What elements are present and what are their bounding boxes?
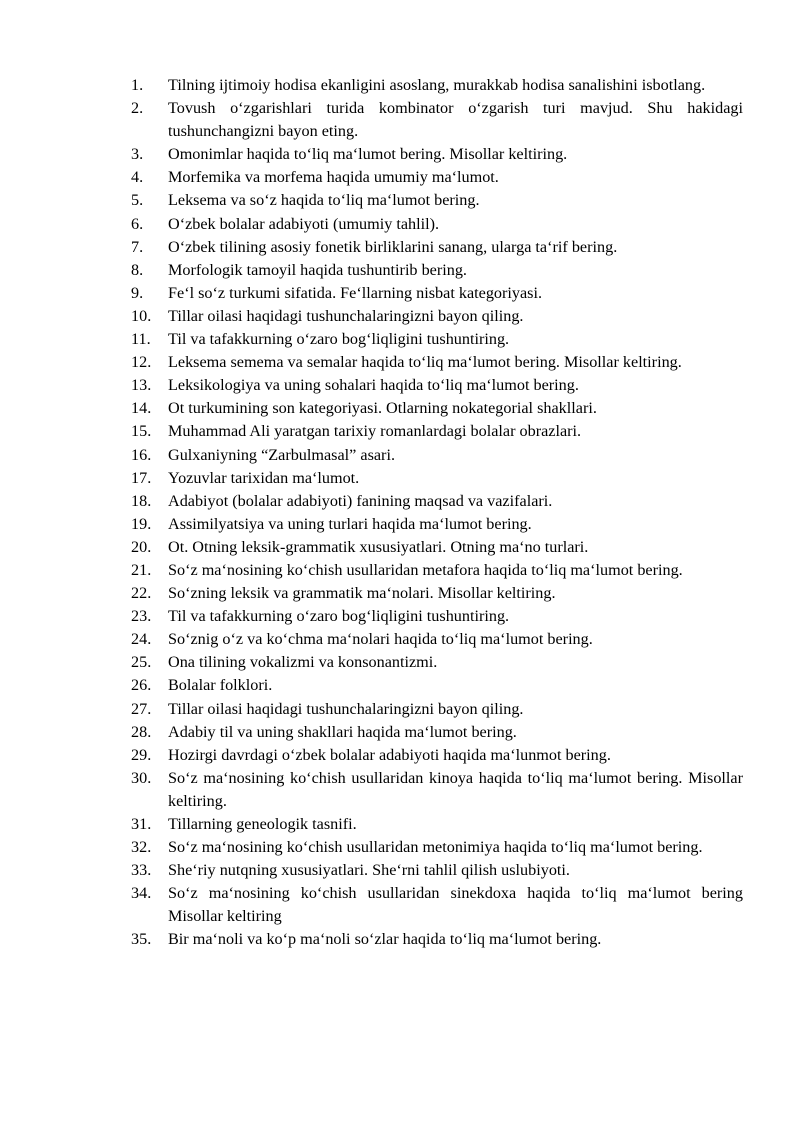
question-number: 3. — [131, 145, 144, 164]
question-text: Morfologik tamoyil haqida tushuntirib bering. — [168, 260, 467, 279]
question-number: 21. — [131, 560, 152, 579]
question-number: 34. — [131, 884, 152, 903]
question-number: 8. — [131, 260, 144, 279]
question-item — [131, 420, 743, 443]
question-number: 7. — [131, 237, 144, 256]
question-text: Morfemika va morfema haqida umumiy ma‘lumot. — [168, 168, 499, 187]
question-item — [131, 513, 743, 536]
question-number: 24. — [131, 630, 152, 649]
question-item — [131, 397, 743, 420]
question-number: 23. — [131, 607, 152, 626]
question-item — [131, 698, 743, 721]
question-number: 10. — [131, 306, 152, 325]
question-number: 13. — [131, 376, 152, 395]
question-number: 19. — [131, 514, 152, 533]
question-item — [131, 444, 743, 467]
question-text: Tilning ijtimoiy hodisa ekanligini asoslang, murakkab hodisa sanalishini isbotlang. — [168, 76, 706, 94]
question-number: 18. — [131, 491, 152, 510]
question-text: Hozirgi davrdagi o‘zbek bolalar adabiyoti haqida ma‘lunmot bering. — [168, 745, 611, 764]
question-number: 35. — [131, 930, 152, 949]
question-text: Ot. Otning leksik-grammatik xususiyatlari. Otning ma‘no turlari. — [168, 537, 589, 556]
question-item — [131, 928, 743, 951]
question-text: So‘znig o‘z va ko‘chma ma‘nolari haqida to‘liq ma‘lumot bering. — [168, 630, 593, 649]
question-number: 25. — [131, 653, 152, 672]
question-text: So‘z ma‘nosining ko‘chish usullaridan metonimiya haqida to‘liq ma‘lumot bering. — [168, 838, 703, 857]
question-item — [131, 166, 743, 189]
question-item — [131, 282, 743, 305]
question-item — [131, 674, 743, 697]
question-number: 2. — [131, 99, 144, 118]
question-text: Leksikologiya va uning sohalari haqida to‘liq ma‘lumot bering. — [168, 376, 579, 395]
question-item — [131, 628, 743, 651]
question-item — [131, 189, 743, 212]
question-item — [131, 97, 743, 143]
question-text: O‘zbek tilining asosiy fonetik birliklarini sanang, ularga ta‘rif bering. — [168, 237, 618, 256]
question-item — [131, 836, 743, 859]
question-number: 26. — [131, 676, 152, 695]
question-number: 14. — [131, 399, 152, 418]
question-item — [131, 651, 743, 674]
question-item — [131, 259, 743, 282]
question-number: 4. — [131, 168, 144, 187]
question-item — [131, 536, 743, 559]
question-number: 28. — [131, 722, 152, 741]
question-text: She‘riy nutqning xususiyatlari. She‘rni tahlil qilish uslubiyoti. — [168, 861, 570, 880]
question-text: Leksema semema va semalar haqida to‘liq ma‘lumot bering. Misollar keltiring. — [168, 353, 682, 372]
question-text: Ona tilining vokalizmi va konsonantizmi. — [168, 653, 438, 672]
question-number: 30. — [131, 768, 152, 787]
question-text: Tillar oilasi haqidagi tushunchalaringizni bayon qiling. — [168, 699, 524, 718]
question-text: Til va tafakkurning o‘zaro bog‘liqligini tushuntiring. — [168, 330, 510, 349]
question-text: So‘zning leksik va grammatik ma‘nolari. Misollar keltiring. — [168, 584, 556, 603]
question-number: 15. — [131, 422, 152, 441]
question-item — [131, 305, 743, 328]
question-item — [131, 328, 743, 351]
question-text: Omonimlar haqida to‘liq ma‘lumot bering. Misollar keltiring. — [168, 145, 568, 164]
question-number: 31. — [131, 815, 152, 833]
question-item — [131, 236, 743, 259]
question-item — [131, 213, 743, 236]
question-item — [131, 605, 743, 628]
question-number: 29. — [131, 745, 152, 764]
question-number: 5. — [131, 191, 144, 210]
question-text: Adabiy til va uning shakllari haqida ma‘lumot bering. — [168, 722, 517, 741]
question-list — [131, 74, 743, 952]
question-item — [131, 582, 743, 605]
question-item — [131, 490, 743, 513]
question-text: O‘zbek bolalar adabiyoti (umumiy tahlil). — [168, 214, 440, 233]
question-item — [131, 374, 743, 397]
question-number: 9. — [131, 283, 144, 302]
question-number: 6. — [131, 214, 144, 233]
question-item — [131, 767, 743, 813]
question-number: 12. — [131, 353, 152, 372]
question-text: Tillar oilasi haqidagi tushunchalaringizni bayon qiling. — [168, 306, 524, 325]
question-text: Assimilyatsiya va uning turlari haqida ma‘lumot bering. — [168, 514, 532, 533]
question-text: So‘z ma‘nosining ko‘chish usullaridan sinekdoxa haqida to‘liq ma‘lumot bering Misollar keltiring — [168, 884, 743, 926]
question-item — [131, 74, 743, 97]
question-number: 27. — [131, 699, 152, 718]
question-text: Yozuvlar tarixidan ma‘lumot. — [168, 468, 360, 487]
question-number: 16. — [131, 445, 152, 464]
question-text: Bir ma‘noli va ko‘p ma‘noli so‘zlar haqida to‘liq ma‘lumot bering. — [168, 930, 602, 949]
question-item — [131, 882, 743, 928]
question-item — [131, 744, 743, 767]
question-number: 32. — [131, 838, 152, 857]
question-text: So‘z ma‘nosining ko‘chish usullaridan kinoya haqida to‘liq ma‘lumot bering. Misollar keltiring. — [168, 768, 743, 810]
question-text: So‘z ma‘nosining ko‘chish usullaridan metafora haqida to‘liq ma‘lumot bering. — [168, 560, 683, 579]
question-text: Adabiyot (bolalar adabiyoti) fanining maqsad va vazifalari. — [168, 491, 553, 510]
question-number: 33. — [131, 861, 152, 880]
question-text: Ot turkumining son kategoriyasi. Otlarning nokategorial shakllari. — [168, 399, 597, 418]
question-item — [131, 351, 743, 374]
question-text: Leksema va so‘z haqida to‘liq ma‘lumot bering. — [168, 191, 480, 210]
question-text: Muhammad Ali yaratgan tarixiy romanlardagi bolalar obrazlari. — [168, 422, 582, 441]
question-number: 22. — [131, 584, 152, 603]
question-text: Gulxaniyning “Zarbulmasal” asari. — [168, 445, 395, 464]
question-item — [131, 467, 743, 490]
question-number: 1. — [131, 76, 144, 94]
question-text: Fe‘l so‘z turkumi sifatida. Fe‘llarning nisbat kategoriyasi. — [168, 283, 543, 302]
question-number: 20. — [131, 537, 152, 556]
question-item — [131, 813, 743, 836]
question-number: 17. — [131, 468, 152, 487]
question-item — [131, 859, 743, 882]
question-item — [131, 559, 743, 582]
question-number: 11. — [131, 330, 151, 349]
question-text: Til va tafakkurning o‘zaro bog‘liqligini tushuntiring. — [168, 607, 510, 626]
question-text: Bolalar folklori. — [168, 676, 273, 695]
question-item — [131, 143, 743, 166]
question-text: Tovush o‘zgarishlari turida kombinator o‘zgarish turi mavjud. Shu hakidagi tushunchangizni bayon eting. — [168, 99, 743, 141]
question-item — [131, 721, 743, 744]
question-text: Tillarning geneologik tasnifi. — [168, 815, 357, 833]
